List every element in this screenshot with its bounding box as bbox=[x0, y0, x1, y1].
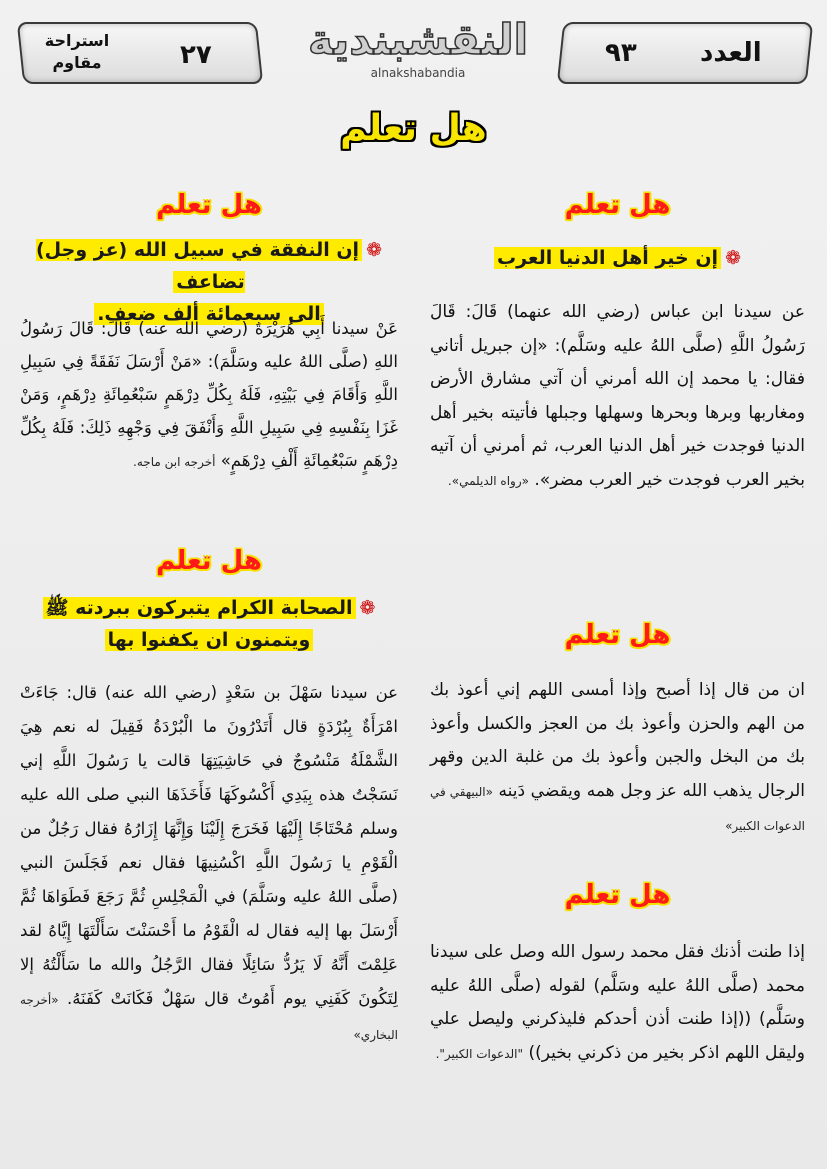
section-name bbox=[42, 30, 112, 74]
left-section2-body bbox=[20, 676, 398, 1052]
right-section1-text: عن سيدنا ابن عباس (رضي الله عنهما) قَالَ: قَالَ رَسُولُ اللَّهِ (صلَّى اللهُ عليه وسَلَّم): «إن جبريل أتاني فقال: يا محمد إن الله أمرني أن آتي مشارق الأرض ومغاربها وبرها وبحرها وسهلها وجبلها فأتيته بخير أهل الدنيا فوجدت خير أهل الدنيا العرب، ثم أمرني أن آتيه بخير العرب فوجدت خير العرب مضر». bbox=[430, 302, 805, 490]
magazine-logo bbox=[298, 10, 538, 88]
left-section2-subheading bbox=[20, 592, 398, 656]
right-section2-heading: هل تعلم bbox=[564, 620, 671, 650]
right-section1-source: «رواه الديلمي». bbox=[447, 473, 529, 488]
right-section2-body bbox=[430, 674, 805, 844]
left-section1-heading: هل تعلم bbox=[156, 190, 262, 220]
flower-icon: ❁ bbox=[366, 239, 382, 261]
right-section1-body bbox=[430, 296, 805, 498]
right-section2-source: «البيهقي في الدعوات الكبير» bbox=[430, 784, 805, 833]
left-section2-subheading-line1: الصحابة الكرام يتبركون ببردته ﷺ bbox=[43, 597, 356, 619]
right-section3-text: إذا طنت أذنك فقل محمد رسول الله وصل على سيدنا محمد (صلَّى اللهُ عليه وسَلَّم) لقوله (صلَّى اللهُ عليه وسَلَّم) ((إذا طنت أذن أحدكم فليذكرني وليصل علي وليقل اللهم اذكر بخير من ذكرني بخير)) bbox=[430, 942, 805, 1063]
left-section1-text: عَنْ سيدنا أَبِي هُرَيْرَةَ (رضي الله عنه) قَالَ: قَالَ رَسُولُ اللهِ (صلَّى اللهُ عليه وسَلَّمَ): «مَنْ أَرْسَلَ نَفَقَةً فِي سَبِيلِ اللَّهِ وَأَقَامَ فِي بَيْتِهِ، فَلَهُ بِكُلِّ دِرْهَمٍ سَبْعُمِائَةِ دِرْهَمٍ، وَمَنْ غَزَا بِنَفْسِهِ فِي سَبِيلِ اللَّهِ وَأَنْفَقَ فِي وَجْهِهِ ذَلِكَ: فَلَهُ بِكُلِّ دِرْهَمٍ سَبْعُمِائَةِ أَلْفِ دِرْهَمٍ» bbox=[20, 319, 398, 470]
logo-text: النقشبندية bbox=[307, 15, 529, 64]
logo-subtext: alnakshabandia bbox=[370, 66, 466, 80]
left-section1-body bbox=[20, 312, 398, 479]
left-section1-source: أخرجه ابن ماجه. bbox=[133, 455, 216, 469]
left-section2-source: «أخرجه البخاري» bbox=[20, 993, 398, 1042]
right-section1-subheading bbox=[430, 242, 805, 274]
issue-number: ٩٣ bbox=[605, 38, 637, 68]
right-section1-subheading-text: إن خير أهل الدنيا العرب bbox=[494, 247, 721, 269]
right-section2-text: ان من قال إذا أصبح وإذا أمسى اللهم إني أعوذ بك من الهم والحزن وأعوذ بك من العجز والكسل وأعوذ بك من البخل والجبن وأعوذ بك من غلبة الدين وقهر الرجال يذهب الله عز وجل همه ويقضي دَينه bbox=[430, 680, 805, 801]
right-section3-heading: هل تعلم bbox=[564, 880, 671, 910]
left-section1-subheading-line2: الى سبعمائة ألف ضعف. bbox=[94, 303, 324, 325]
page-title: هل تعلم bbox=[340, 108, 487, 149]
flower-icon: ❁ bbox=[725, 247, 741, 269]
flower-icon: ❁ bbox=[359, 597, 376, 619]
left-section2-text: عن سيدنا سَهْلَ بن سَعْدٍ (رضي الله عنه) قال: جَاءَتْ امْرَأَةٌ بِبُرْدَةٍ قال أَتَدْرُونَ ما الْبُرْدَةُ فَقِيلَ له نعم هِيَ الشَّمْلَةُ مَنْسُوجٌ في حَاشِيَتِهَا قالت يا رَسُولَ اللَّهِ إني نَسَجْتُ هذه بِيَدِي أَكْسُوكَهَا فَأَخَذَهَا النبي صلى الله عليه وسلم مُحْتَاجًا إِلَيْهَا فَخَرَجَ إِلَيْنَا وَإِنَّهَا إِزَارُهُ فقال رَجُلٌ من الْقَوْمِ يا رَسُولَ اللَّهِ اكْسُنِيهَا فقال نعم فَجَلَسَ النبي (صلَّى اللهُ عليه وسَلَّمَ) في الْمَجْلِسِ ثُمَّ رَجَعَ فَطَوَاهَا ثُمَّ أَرْسَلَ بها إليه فقال له الْقَوْمُ ما أَحْسَنْتَ سَأَلْتَهَا إِيَّاهُ لقد عَلِمْتَ أَنَّهُ لَا يَرُدُّ سَائِلًا فقال الرَّجُلُ والله ما سَأَلْتُهُ إلا لِتَكُونَ كَفَنِي يوم أَمُوتُ قال سَهْلٌ فَكَانَتْ كَفَنَهُ. bbox=[20, 683, 398, 1008]
right-section3-body bbox=[430, 936, 805, 1071]
section-name-line1: استراحة bbox=[44, 31, 110, 50]
left-section2-heading: هل تعلم bbox=[156, 546, 262, 576]
issue-label: العدد bbox=[700, 38, 762, 68]
section-name-line2: مقاوم bbox=[52, 53, 102, 72]
left-section1-subheading-line1: إن النفقة في سبيل الله (عز وجل) تضاعف bbox=[36, 239, 362, 293]
left-section2-subheading-line2: ويتمنون ان يكفنوا بها bbox=[105, 629, 314, 651]
page-number: ٢٧ bbox=[180, 40, 212, 70]
page-header bbox=[0, 0, 827, 95]
right-section1-heading: هل تعلم bbox=[564, 190, 671, 220]
right-section3-source: "الدعوات الكبير". bbox=[435, 1046, 524, 1061]
issue-scroll-banner bbox=[557, 22, 814, 84]
